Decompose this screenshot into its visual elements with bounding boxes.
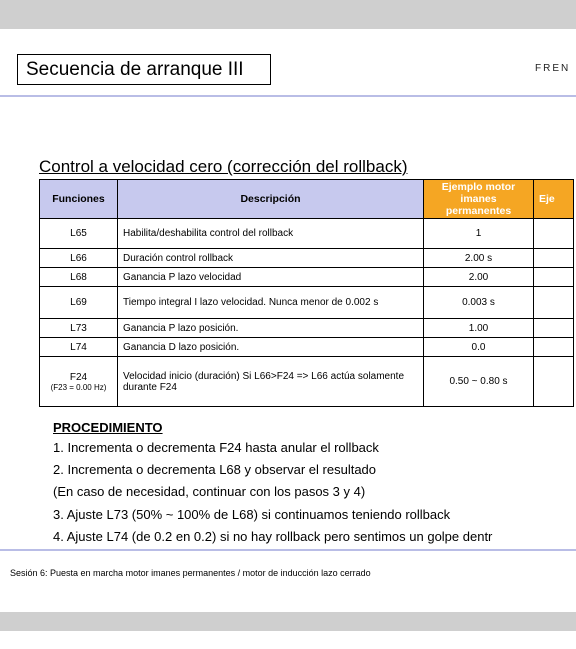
cell-empty: [534, 357, 574, 407]
cell-description: Ganancia D lazo posición.: [118, 338, 424, 357]
table-row: [40, 219, 574, 249]
cell-function: L73: [40, 319, 118, 338]
cell-function: L65: [40, 219, 118, 249]
cell-function: L66: [40, 249, 118, 268]
bottom-gray-bar: [0, 612, 576, 631]
cell-empty: [534, 249, 574, 268]
cell-function: L68: [40, 268, 118, 287]
header-ejemplo-cut: Eje: [534, 180, 574, 219]
cell-value: 1: [424, 219, 534, 249]
header-descripcion: Descripción: [118, 180, 424, 219]
top-gray-bar: [0, 0, 576, 29]
table-row: [40, 319, 574, 338]
cell-value: 2.00 s: [424, 249, 534, 268]
cell-description: Duración control rollback: [118, 249, 424, 268]
cell-value: 0.50 ~ 0.80 s: [424, 357, 534, 407]
table-row: [40, 268, 574, 287]
cell-empty: [534, 287, 574, 319]
table-header-row: [40, 180, 574, 219]
cell-empty: [534, 338, 574, 357]
cell-description: Ganancia P lazo posición.: [118, 319, 424, 338]
header-ejemplo-motor: Ejemplo motor imanes permanentes: [424, 180, 534, 219]
procedure-step-2: 2. Incrementa o decrementa L68 y observar el resultado: [53, 462, 377, 477]
procedure-step-4: 4. Ajuste L74 (de 0.2 en 0.2) si no hay rollback pero sentimos un golpe dentr: [53, 529, 493, 544]
parameters-table: [39, 179, 574, 407]
cell-description: Velocidad inicio (duración) Si L66>F24 => L66 actúa solamente durante F24: [118, 357, 424, 407]
brand-logo: FREN: [535, 63, 571, 74]
cell-description: Ganancia P lazo velocidad: [118, 268, 424, 287]
cell-function: [40, 357, 118, 407]
table-row: [40, 287, 574, 319]
cell-value: 0.0: [424, 338, 534, 357]
divider-top: [0, 95, 576, 97]
header-funciones: Funciones: [40, 180, 118, 219]
cell-function: L74: [40, 338, 118, 357]
procedure-note: (En caso de necesidad, continuar con los pasos 3 y 4): [53, 484, 366, 499]
table-row: [40, 249, 574, 268]
cell-description: Habilita/deshabilita control del rollback: [118, 219, 424, 249]
table-row: [40, 338, 574, 357]
cell-value: 1.00: [424, 319, 534, 338]
procedure-step-1: 1. Incrementa o decrementa F24 hasta anular el rollback: [53, 440, 379, 455]
footer-text: Sesión 6: Puesta en marcha motor imanes permanentes / motor de inducción lazo cerrado: [10, 568, 371, 578]
cell-description: Tiempo integral I lazo velocidad. Nunca menor de 0.002 s: [118, 287, 424, 319]
cell-empty: [534, 219, 574, 249]
cell-value: 2.00: [424, 268, 534, 287]
function-condition: (F23 = 0.00 Hz): [50, 382, 107, 392]
table-row: [40, 357, 574, 407]
section-heading: Control a velocidad cero (corrección del rollback): [39, 157, 408, 176]
function-code: F24: [69, 371, 88, 383]
slide-title: Secuencia de arranque III: [17, 54, 271, 85]
divider-bottom: [0, 549, 576, 551]
cell-empty: [534, 319, 574, 338]
cell-function: L69: [40, 287, 118, 319]
cell-value: 0.003 s: [424, 287, 534, 319]
procedure-step-3: 3. Ajuste L73 (50% ~ 100% de L68) si continuamos teniendo rollback: [53, 507, 451, 522]
cell-empty: [534, 268, 574, 287]
procedure-heading: PROCEDIMIENTO: [53, 420, 163, 435]
